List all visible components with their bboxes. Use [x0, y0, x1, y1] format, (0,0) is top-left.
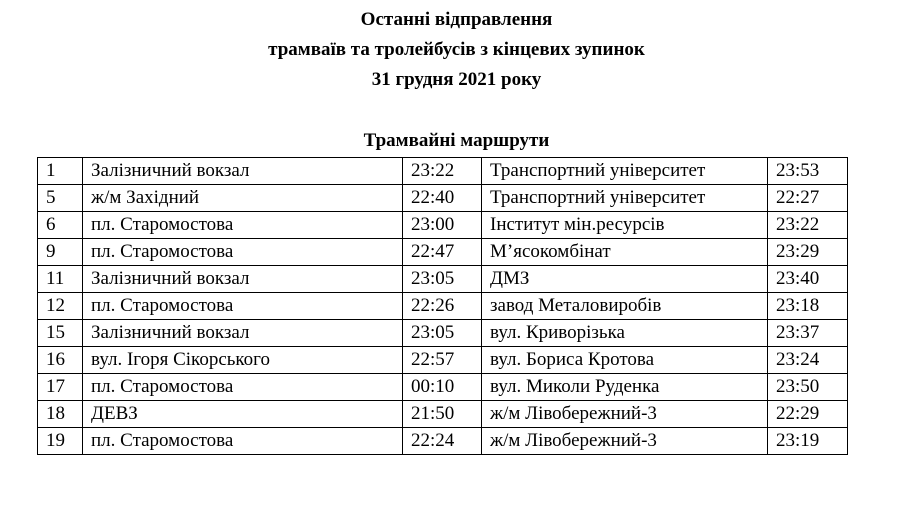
departure-stop-cell: пл. Старомостова	[83, 428, 403, 455]
departure-stop-cell: вул. Ігоря Сікорського	[83, 347, 403, 374]
arrival-time-cell: 23:29	[768, 239, 848, 266]
departure-stop-cell: Залізничний вокзал	[83, 320, 403, 347]
departure-stop-cell: ж/м Західний	[83, 185, 403, 212]
table-row	[38, 212, 848, 239]
arrival-stop-cell: завод Металовиробів	[482, 293, 768, 320]
table-row	[38, 320, 848, 347]
route-number-cell: 11	[38, 266, 83, 293]
arrival-time-cell: 23:19	[768, 428, 848, 455]
tram-routes-table	[37, 157, 848, 455]
departure-time-cell: 23:05	[403, 266, 482, 293]
arrival-time-cell: 23:22	[768, 212, 848, 239]
arrival-time-cell: 23:24	[768, 347, 848, 374]
title-line-2: трамваїв та тролейбусів з кінцевих зупинок	[268, 39, 645, 60]
departure-time-cell: 22:26	[403, 293, 482, 320]
departure-stop-cell: пл. Старомостова	[83, 212, 403, 239]
arrival-time-cell: 23:53	[768, 158, 848, 185]
route-number-cell: 19	[38, 428, 83, 455]
arrival-stop-cell: М’ясокомбінат	[482, 239, 768, 266]
section-title: Трамвайні маршрути	[363, 130, 550, 151]
arrival-stop-cell: ДМЗ	[482, 266, 768, 293]
arrival-time-cell: 23:37	[768, 320, 848, 347]
arrival-stop-cell: Транспортний університет	[482, 185, 768, 212]
table-row	[38, 293, 848, 320]
arrival-time-cell: 22:29	[768, 401, 848, 428]
title-line-1: Останні відправлення	[360, 9, 553, 30]
route-number-cell: 5	[38, 185, 83, 212]
arrival-stop-cell: ж/м Лівобережний-3	[482, 401, 768, 428]
arrival-stop-cell: ж/м Лівобережний-3	[482, 428, 768, 455]
arrival-time-cell: 23:50	[768, 374, 848, 401]
departure-time-cell: 23:00	[403, 212, 482, 239]
departure-time-cell: 22:57	[403, 347, 482, 374]
route-number-cell: 1	[38, 158, 83, 185]
departure-time-cell: 22:24	[403, 428, 482, 455]
route-number-cell: 12	[38, 293, 83, 320]
departure-stop-cell: Залізничний вокзал	[83, 266, 403, 293]
departure-stop-cell: Залізничний вокзал	[83, 158, 403, 185]
arrival-stop-cell: вул. Бориса Кротова	[482, 347, 768, 374]
departure-time-cell: 00:10	[403, 374, 482, 401]
table-row	[38, 401, 848, 428]
arrival-stop-cell: вул. Криворізька	[482, 320, 768, 347]
arrival-time-cell: 22:27	[768, 185, 848, 212]
arrival-time-cell: 23:18	[768, 293, 848, 320]
arrival-stop-cell: вул. Миколи Руденка	[482, 374, 768, 401]
table-row	[38, 347, 848, 374]
route-number-cell: 15	[38, 320, 83, 347]
table-row	[38, 185, 848, 212]
table-row	[38, 428, 848, 455]
route-number-cell: 16	[38, 347, 83, 374]
route-number-cell: 9	[38, 239, 83, 266]
departure-time-cell: 23:22	[403, 158, 482, 185]
tram-routes-table-body	[38, 158, 848, 455]
departure-stop-cell: пл. Старомостова	[83, 239, 403, 266]
departure-time-cell: 23:05	[403, 320, 482, 347]
route-number-cell: 6	[38, 212, 83, 239]
document-title	[0, 5, 913, 95]
departure-stop-cell: пл. Старомостова	[83, 293, 403, 320]
arrival-time-cell: 23:40	[768, 266, 848, 293]
departure-time-cell: 22:47	[403, 239, 482, 266]
table-row	[38, 158, 848, 185]
departure-stop-cell: ДЕВЗ	[83, 401, 403, 428]
title-line-3: 31 грудня 2021 року	[371, 69, 542, 90]
table-row	[38, 374, 848, 401]
route-number-cell: 17	[38, 374, 83, 401]
arrival-stop-cell: Транспортний університет	[482, 158, 768, 185]
departure-stop-cell: пл. Старомостова	[83, 374, 403, 401]
table-row	[38, 239, 848, 266]
departure-time-cell: 22:40	[403, 185, 482, 212]
route-number-cell: 18	[38, 401, 83, 428]
departure-time-cell: 21:50	[403, 401, 482, 428]
table-row	[38, 266, 848, 293]
arrival-stop-cell: Інститут мін.ресурсів	[482, 212, 768, 239]
